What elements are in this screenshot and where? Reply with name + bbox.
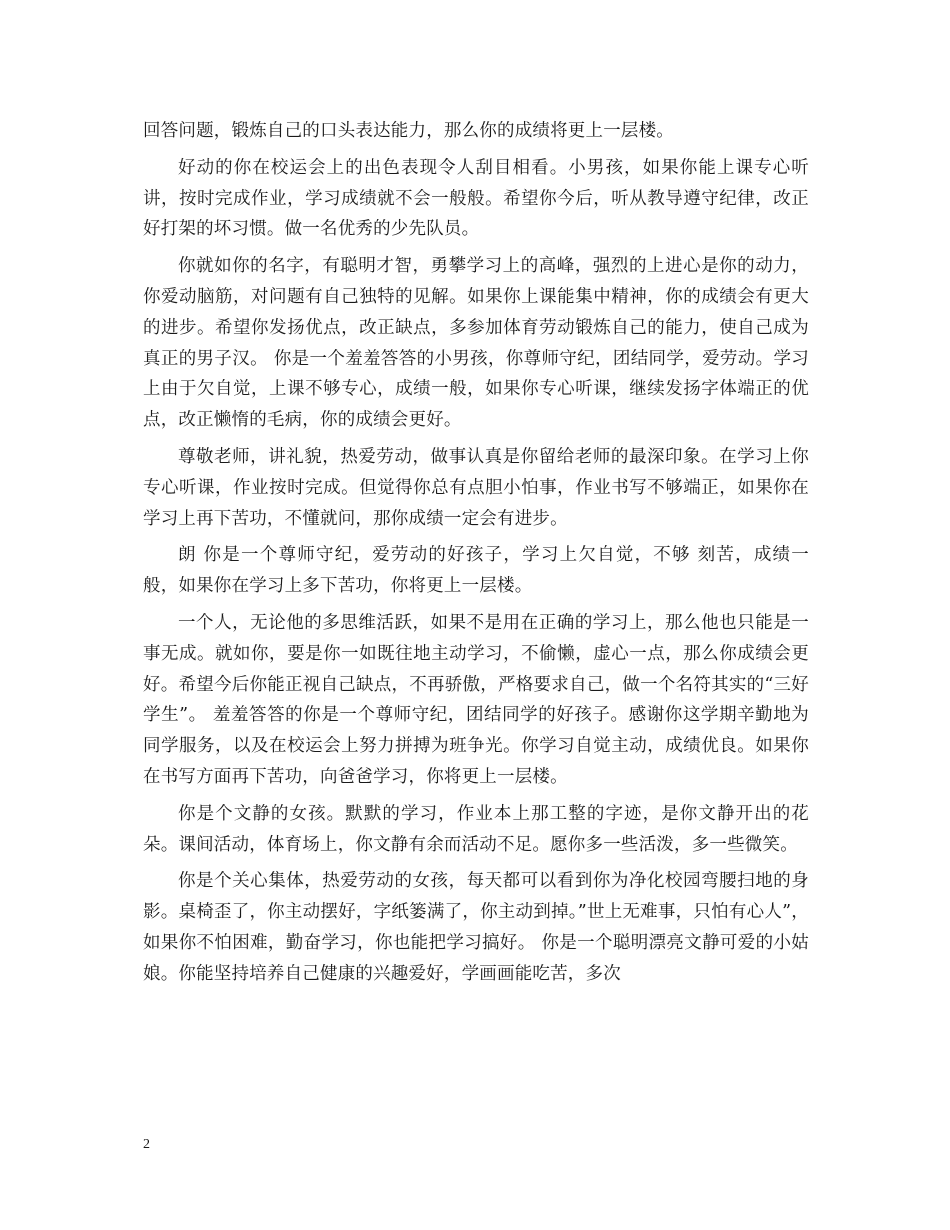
paragraph-8: 你是个关心集体，热爱劳动的女孩，每天都可以看到你为净化校园弯腰扫地的身影。桌椅歪了，你主动摆好，字纸篓满了，你主动到掉。”世上无难事，只怕有心人”，如果你不怕困难，勤奋学习，你也能把学习搞好。 你是一个聪明漂亮文静可爱的小姑娘。你能坚持培养自己健康的兴趣爱好，学画画能吃苦，多次 — [143, 871, 809, 984]
paragraph-7: 你是个文静的女孩。默默的学习，作业本上那工整的字迹，是你文静开出的花朵。课间活动，体育场上，你文静有余而活动不足。愿你多一些活泼，多一些微笑。 — [143, 803, 809, 855]
paragraph-3: 你就如你的名字，有聪明才智，勇攀学习上的高峰，强烈的上进心是你的动力，你爱动脑筋，对问题有自己独特的见解。如果你上课能集中精神，你的成绩会有更大的进步。希望你发扬优点，改正缺点，多参加体育劳动锻炼自己的能力，使自己成为真正的男子汉。 你是一个羞羞答答的小男孩，你尊师守纪，团结同学，爱劳动。学习上由于欠自觉，上课不够专心，成绩一般，如果你专心听课，继续发扬字体端正的优点，改正懒惰的毛病，你的成绩会更好。 — [143, 256, 809, 431]
paragraph-4: 尊敬老师，讲礼貌，热爱劳动，做事认真是你留给老师的最深印象。在学习上你专心听课，作业按时完成。但觉得你总有点胆小怕事，作业书写不够端正，如果你在学习上再下苦功，不懂就问，那你成绩一定会有进步。 — [143, 446, 809, 529]
paragraph-6: 一个人，无论他的多思维活跃，如果不是用在正确的学习上，那么他也只能是一事无成。就如你，要是你一如既往地主动学习，不偷懒，虚心一点，那么你成绩会更好。希望今后你能正视自己缺点，不再骄傲，严格要求自己，做一个名符其实的“三好学生”。 羞羞答答的你是一个尊师守纪，团结同学的好孩子。感谢你这学期辛勤地为同学服务，以及在校运会上努力拼搏为班争光。你学习自觉主动，成绩优良。如果你在书写方面再下苦功，向爸爸学习，你将更上一层楼。 — [143, 612, 809, 787]
page-body — [143, 116, 809, 996]
paragraph-2: 好动的你在校运会上的出色表现令人刮目相看。小男孩，如果你能上课专心听讲，按时完成作业，学习成绩就不会一般般。希望你今后，听从教导遵守纪律，改正好打架的坏习惯。做一名优秀的少先队员。 — [143, 157, 809, 240]
paragraph-5: 朗 你是一个尊师守纪，爱劳动的好孩子，学习上欠自觉，不够 刻苦，成绩一般，如果你在学习上多下苦功，你将更上一层楼。 — [143, 545, 809, 597]
paragraph-1: 回答问题，锻炼自己的口头表达能力，那么你的成绩将更上一层楼。 — [143, 121, 674, 141]
page-number: 2 — [143, 1137, 150, 1152]
